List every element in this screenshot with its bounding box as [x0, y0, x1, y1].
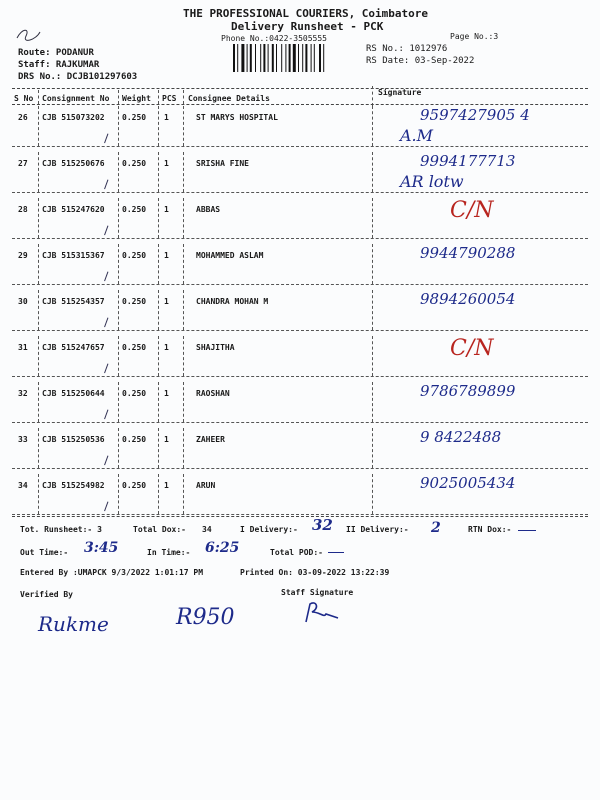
rs-date: RS Date: 03-Sep-2022: [366, 56, 475, 66]
row-signature-initials: A.M: [400, 126, 434, 145]
row-weight: 0.250: [122, 251, 147, 260]
row-divider: [12, 330, 588, 331]
row-pcs: 1: [164, 481, 169, 490]
row-consignment-no: CJB 515250644: [42, 389, 105, 398]
in-time-value: 6:25: [205, 540, 240, 556]
row-pcs: 1: [164, 343, 169, 352]
row-signature: 9 8422488: [420, 428, 502, 446]
row-consignee-name: RAOSHAN: [196, 389, 230, 398]
table-top-rule: [12, 88, 588, 89]
row-sno: 28: [18, 205, 28, 214]
row-consignment-no: CJB 515254357: [42, 297, 105, 306]
row-divider: [12, 468, 588, 469]
check-tick-icon: [97, 131, 109, 143]
row-consignee-name: ABBAS: [196, 205, 221, 214]
row-weight: 0.250: [122, 435, 147, 444]
row-weight: 0.250: [122, 159, 147, 168]
row-weight: 0.250: [122, 389, 147, 398]
row-sno: 31: [18, 343, 28, 352]
row-sno: 29: [18, 251, 28, 260]
check-tick-icon: [97, 315, 109, 327]
row-divider: [12, 284, 588, 285]
printed-on: Printed On: 03-09-2022 13:22:39: [240, 568, 390, 577]
row-sno: 34: [18, 481, 28, 490]
col-pcs: PCS: [162, 94, 177, 103]
row-consignee-name: MOHAMMED ASLAM: [196, 251, 264, 260]
row-consignee-name: ZAHEER: [196, 435, 225, 444]
row-signature-initials: AR lotw: [400, 172, 464, 191]
verifier-signature: Rukme: [38, 612, 109, 636]
row-consignee-name: CHANDRA MOHAN M: [196, 297, 269, 306]
row-consignment-no: CJB 515254982: [42, 481, 105, 490]
rtn-dox-dash: [518, 530, 536, 531]
i-delivery-label: I Delivery:-: [240, 525, 298, 534]
row-divider: [12, 192, 588, 193]
row-consignee-name: ST MARYS HOSPITAL: [196, 113, 278, 122]
total-dox-value: 34: [202, 525, 212, 534]
row-consignment-no: CJB 515315367: [42, 251, 105, 260]
row-pcs: 1: [164, 435, 169, 444]
check-tick-icon: [97, 453, 109, 465]
check-tick-icon: [97, 177, 109, 189]
company-name: THE PROFESSIONAL COURIERS, Coimbatore: [183, 7, 429, 20]
check-tick-icon: [97, 223, 109, 235]
col-consignment: Consignment No: [42, 94, 110, 103]
col-weight: Weight: [122, 94, 151, 103]
row-signature: 9597427905 4: [420, 106, 530, 124]
row-divider: [12, 146, 588, 147]
col-sno: S No: [14, 94, 34, 103]
check-tick-icon: [97, 361, 109, 373]
row-sno: 32: [18, 389, 28, 398]
staff-signature-mark: [302, 600, 342, 626]
row-sno: 26: [18, 113, 28, 122]
ii-delivery-label: II Delivery:-: [346, 525, 409, 534]
drs-number: DRS No.: DCJB101297603: [18, 72, 138, 82]
phone-number: Phone No.:0422-3505555: [221, 34, 327, 43]
pen-mark-icon: [14, 26, 44, 46]
row-signature: 9025005434: [420, 474, 516, 492]
row-consignment-no: CJB 515247620: [42, 205, 105, 214]
officer-signature: R950: [176, 605, 235, 630]
row-sno: 33: [18, 435, 28, 444]
total-pod-label: Total POD:-: [270, 548, 323, 557]
route: Route: PODANUR: [18, 48, 94, 58]
row-divider: [12, 514, 588, 515]
row-pcs: 1: [164, 389, 169, 398]
col-signature: Signature: [378, 88, 422, 97]
row-divider: [12, 376, 588, 377]
rs-number: RS No.: 1012976: [366, 44, 448, 54]
row-signature: C/N: [450, 198, 494, 223]
row-weight: 0.250: [122, 481, 147, 490]
rtn-dox-label: RTN Dox:-: [468, 525, 512, 534]
total-pod-dash: [328, 552, 344, 553]
row-consignment-no: CJB 515073202: [42, 113, 105, 122]
i-delivery-value: 32: [312, 516, 333, 534]
barcode: [233, 44, 357, 74]
row-weight: 0.250: [122, 205, 147, 214]
tot-runsheet: Tot. Runsheet:- 3: [20, 525, 102, 534]
row-signature: 9944790288: [420, 244, 516, 262]
row-consignment-no: CJB 515250676: [42, 159, 105, 168]
row-divider: [12, 238, 588, 239]
row-pcs: 1: [164, 159, 169, 168]
row-consignee-name: SHAJITHA: [196, 343, 235, 352]
summary-rule: [12, 516, 588, 517]
row-pcs: 1: [164, 251, 169, 260]
ii-delivery-value: 2: [431, 520, 441, 536]
row-weight: 0.250: [122, 343, 147, 352]
row-signature: 9894260054: [420, 290, 516, 308]
staff-name: Staff: RAJKUMAR: [18, 60, 100, 70]
document-title: Delivery Runsheet - PCK: [231, 20, 384, 33]
check-tick-icon: [97, 269, 109, 281]
out-time-value: 3:45: [84, 540, 119, 556]
check-tick-icon: [97, 407, 109, 419]
row-pcs: 1: [164, 297, 169, 306]
out-time-label: Out Time:-: [20, 548, 69, 557]
table-header-rule: [12, 104, 588, 105]
row-signature: C/N: [450, 336, 494, 361]
entered-by: Entered By :UMAPCK 9/3/2022 1:01:17 PM: [20, 568, 204, 577]
row-consignment-no: CJB 515250536: [42, 435, 105, 444]
staff-signature-label: Staff Signature: [281, 588, 354, 597]
in-time-label: In Time:-: [147, 548, 191, 557]
row-sno: 30: [18, 297, 28, 306]
row-consignee-name: ARUN: [196, 481, 216, 490]
row-divider: [12, 422, 588, 423]
row-weight: 0.250: [122, 113, 147, 122]
row-signature: 9994177713: [420, 152, 516, 170]
row-consignment-no: CJB 515247657: [42, 343, 105, 352]
col-consignee: Consignee Details: [188, 94, 270, 103]
total-dox-label: Total Dox:-: [133, 525, 186, 534]
page-number: Page No.:3: [450, 32, 499, 41]
row-signature: 9786789899: [420, 382, 516, 400]
row-pcs: 1: [164, 205, 169, 214]
row-pcs: 1: [164, 113, 169, 122]
verified-by-label: Verified By: [20, 590, 73, 599]
row-sno: 27: [18, 159, 28, 168]
row-consignee-name: SRISHA FINE: [196, 159, 249, 168]
row-weight: 0.250: [122, 297, 147, 306]
check-tick-icon: [97, 499, 109, 511]
